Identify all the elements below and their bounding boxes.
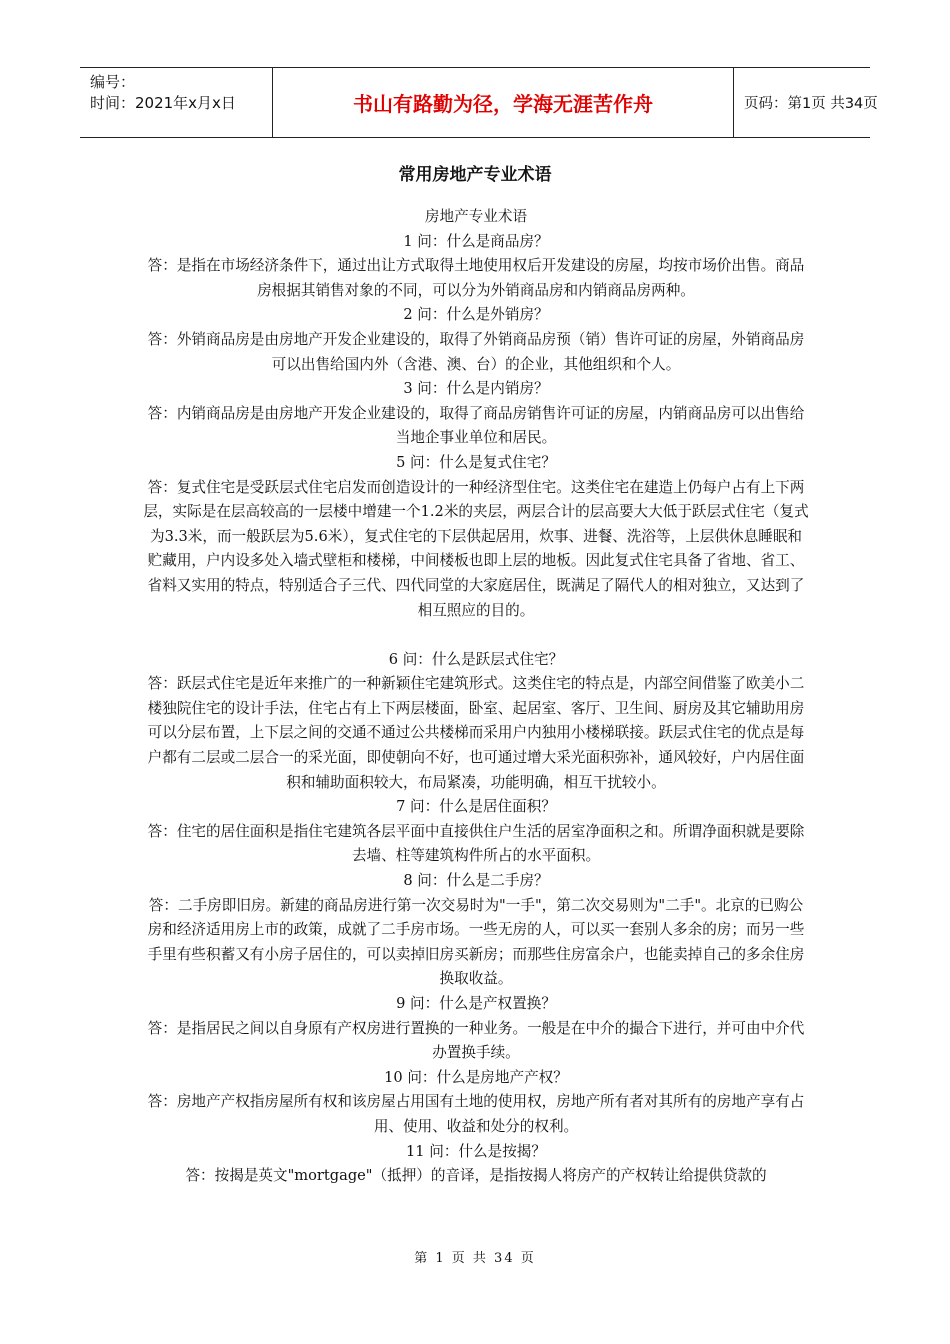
paragraph-subtitle: 房地产专业术语	[424, 208, 528, 225]
answer-7: 答：住宅的居住面积是指住宅建筑各层平面中直接供住户生活的居室净面积之和。所谓净面积就是要除去墙、柱等建筑构件所占的水平面积。	[147, 822, 805, 865]
question-3: 3 问：什么是内销房？	[403, 380, 549, 398]
answer-6: 答：跃层式住宅是近年来推广的一种新颖住宅建筑形式。这类住宅的特点是，内部空间借鉴了欧美小二楼独院住宅的设计手法，住宅占有上下两层楼面，卧室、起居室、客厅、卫生间、厨房及其它辅助用房可以分层布置，上下层之间的交通不通过公共楼梯而采用户内独用小楼梯联接。跃层式住宅的优点是每户都有二层或二层合一的采光面，即使朝向不好，也可通过增大采光面积弥补，通风较好，户内居住面积和辅助面积较大，布局紧凑，功能明确，相互干扰较小。	[147, 675, 805, 791]
question-10: 10 问：什么是房地产产权？	[384, 1068, 568, 1086]
header-motto	[272, 68, 734, 137]
answer-5: 答：复式住宅是受跃层式住宅启发而创造设计的一种经济型住宅。这类住宅在建造上仍每户占有上下两层，实际是在层高较高的一层楼中增建一个1.2米的夹层，两层合计的层高要大大低于跃层式住宅（复式为3.3米，而一般跃层为5.6米），复式住宅的下层供起居用，炊事、进餐、洗浴等，上层供休息睡眠和贮藏用，户内设多处入墙式壁柜和楼梯，中间楼板也即上层的地板。因此复式住宅具备了省地、省工、省料又实用的特点，特别适合子三代、四代同堂的大家庭居住，既满足了隔代人的相对独立，又达到了相互照应的目的。	[143, 478, 809, 619]
question-2: 2 问：什么是外销房？	[403, 306, 549, 324]
page-footer: 第 1 页 共 34 页	[414, 1251, 536, 1266]
question-9: 9 问：什么是产权置换？	[396, 995, 556, 1012]
answer-11: 答：按揭是英文"mortgage"（抵押）的音译，是指按揭人将房产的产权转让给提供贷款的	[185, 1167, 767, 1185]
header-meta	[80, 68, 272, 137]
answer-3: 答：内销商品房是由房地产开发企业建设的，取得了商品房销售许可证的房屋，内销商品房可以出售给当地企事业单位和居民。	[147, 404, 805, 447]
question-11: 11 问：什么是按揭？	[406, 1142, 546, 1160]
question-8: 8 问：什么是二手房？	[403, 872, 549, 890]
answer-10: 答：房地产产权指房屋所有权和该房屋占用国有土地的使用权，房地产所有者对其所有的房地产享有占用、使用、收益和处分的权利。	[147, 1093, 805, 1135]
document-body	[143, 205, 809, 1189]
document-title: 常用房地产专业术语	[398, 165, 552, 185]
answer-2: 答：外销商品房是由房地产开发企业建设的，取得了外销商品房预（销）售许可证的房屋，外销商品房可以出售给国内外（含港、澳、台）的企业，其他组织和个人。	[147, 330, 805, 373]
number-label: 编号：	[90, 73, 136, 91]
answer-9: 答：是指居民之间以自身原有产权房进行置换的一种业务。一般是在中介的撮合下进行，并可由中介代办置换手续。	[147, 1019, 805, 1062]
question-6: 6 问：什么是跃层式住宅？	[388, 650, 564, 668]
time-label: 时间：2021年x月x日	[90, 94, 236, 112]
question-5: 5 问：什么是复式住宅？	[396, 453, 556, 471]
header-page-info	[734, 68, 878, 137]
page-header	[80, 67, 878, 138]
question-1: 1 问：什么是商品房？	[403, 232, 549, 250]
question-7: 7 问：什么是居住面积？	[396, 798, 556, 816]
page-info-text: 页码：第1页 共34页	[744, 96, 878, 112]
answer-8: 答：二手房即旧房。新建的商品房进行第一次交易时为"一手"，第二次交易则为"二手"。北京的已购公房和经济适用房上市的政策，成就了二手房市场。一些无房的人，可以买一套别人多余的房；而另一些手里有些积蓄又有小房子居住的，可以卖掉旧房买新房；而那些住房富余户，也能卖掉自己的多余住房换取收益。	[147, 896, 805, 988]
motto-text: 书山有路勤为径，学海无涯苦作舟	[353, 92, 653, 116]
answer-1: 答：是指在市场经济条件下，通过出让方式取得土地使用权后开发建设的房屋，均按市场价出售。商品房根据其销售对象的不同，可以分为外销商品房和内销商品房两种。	[147, 257, 805, 299]
